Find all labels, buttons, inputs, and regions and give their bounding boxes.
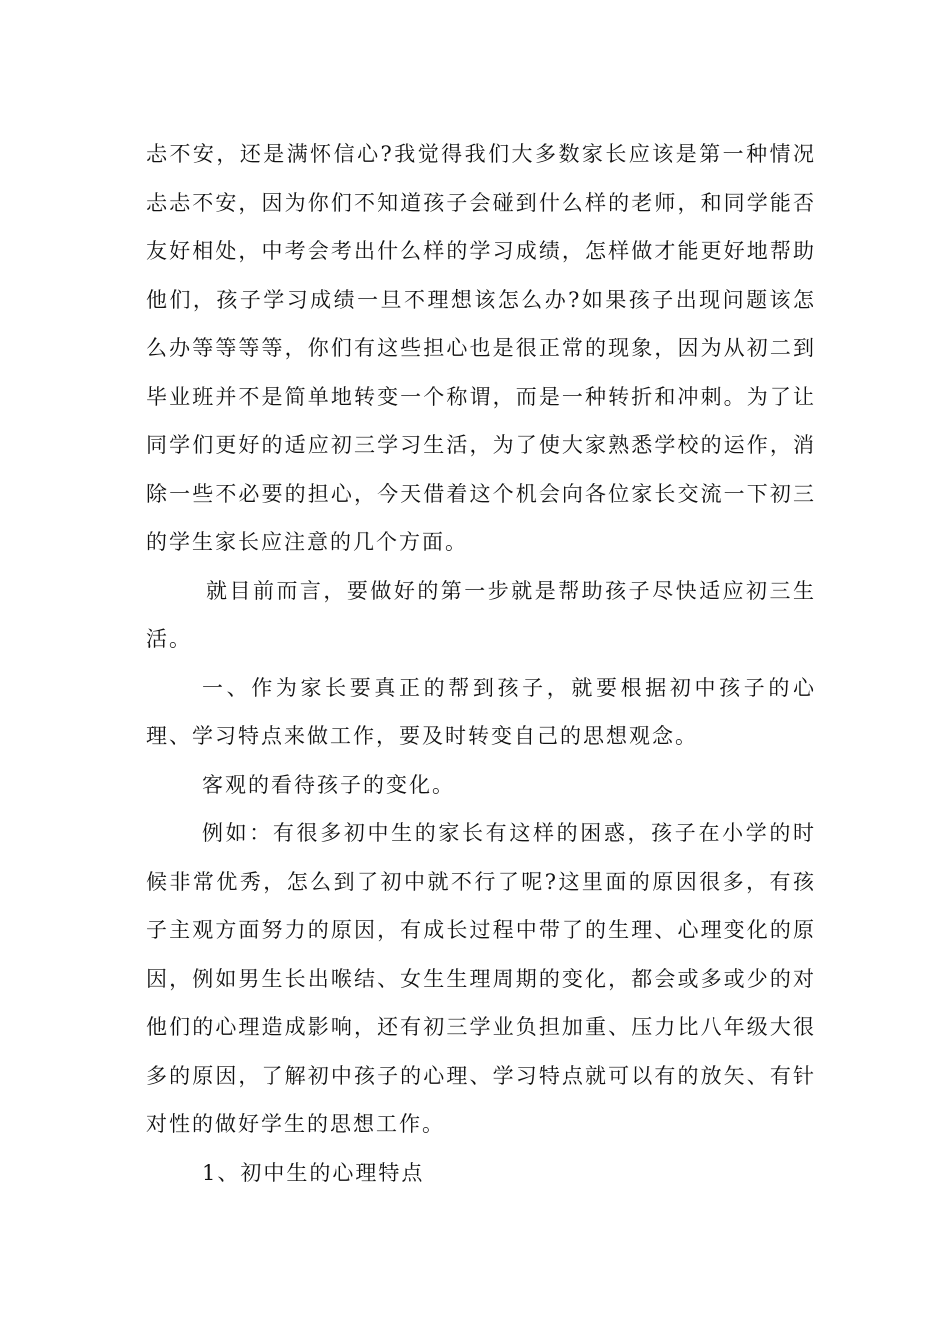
paragraph-intro: 忐不安，还是满怀信心?我觉得我们大多数家长应该是第一种情况忐忐不安，因为你们不知道孩子会碰到什么样的老师，和同学能否友好相处，中考会考出什么样的学习成绩，怎样做才能更好地帮助他们，孩子学习成绩一旦不理想该怎么办?如果孩子出现问题该怎么办等等等等，你们有这些担心也是很正常的现象，因为从初二到毕业班并不是简单地转变一个称谓，而是一种转折和冲刺。为了让同学们更好的适应初三学习生活，为了使大家熟悉学校的运作，消除一些不必要的担心，今天借着这个机会向各位家长交流一下初三的学生家长应注意的几个方面。 xyxy=(146,142,816,554)
paragraph-example: 例如：有很多初中生的家长有这样的困惑，孩子在小学的时候非常优秀，怎么到了初中就不行了呢?这里面的原因很多，有孩子主观方面努力的原因，有成长过程中带了的生理、心理变化的原因，例如男生长出喉结、女生生理周期的变化，都会或多或少的对他们的心理造成影响，还有初三学业负担加重、压力比八年级大很多的原因，了解初中孩子的心理、学习特点就可以有的放矢、有针对性的做好学生的思想工作。 xyxy=(146,821,816,1136)
paragraph-first-step: 就目前而言，要做好的第一步就是帮助孩子尽快适应初三生活。 xyxy=(146,578,816,651)
paragraph-section-one: 一、作为家长要真正的帮到孩子，就要根据初中孩子的心理、学习特点来做工作，要及时转变自己的思想观念。 xyxy=(146,675,816,748)
heading-psychology-traits: 1、初中生的心理特点 xyxy=(202,1160,425,1185)
body-text xyxy=(146,130,816,1197)
paragraph-objective-view: 客观的看待孩子的变化。 xyxy=(202,772,455,797)
